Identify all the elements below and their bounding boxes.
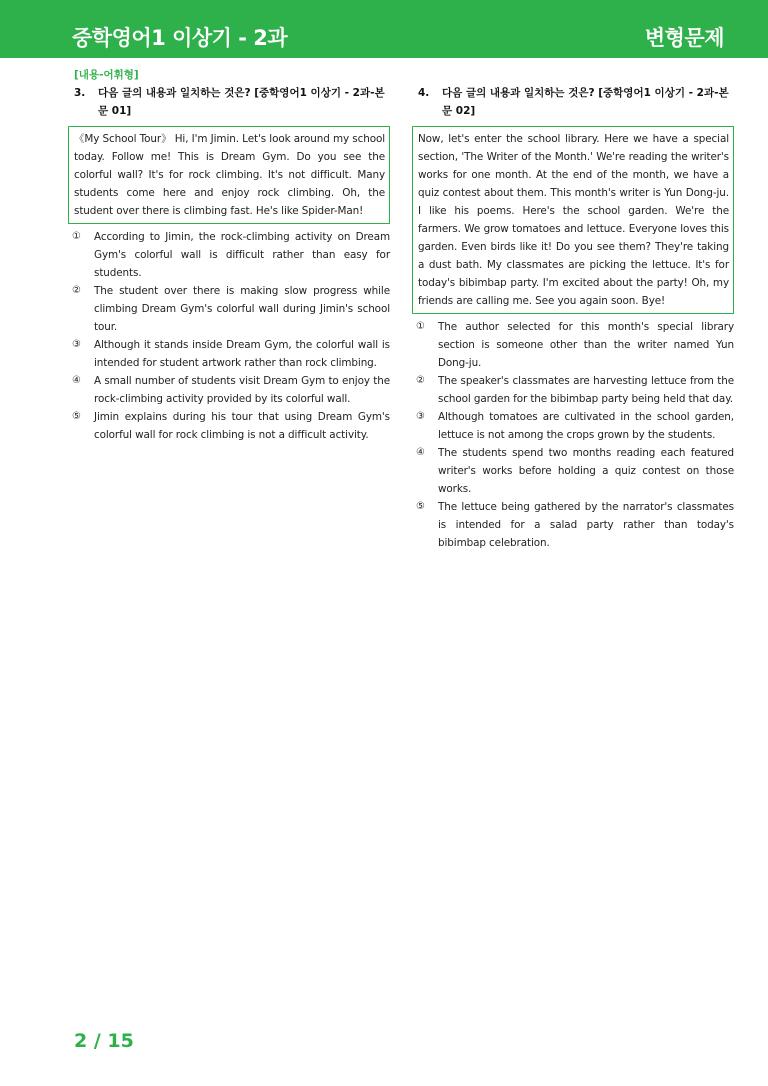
answer-choice[interactable]: [416, 318, 734, 372]
question-number: 3.: [74, 87, 86, 99]
header-title: 중학영어1 이상기 - 2과: [72, 26, 288, 50]
answer-choices: [68, 228, 390, 444]
choice-text: Although tomatoes are cultivated in the school garden, lettuce is not among the crops grown by the students.: [438, 411, 734, 441]
answer-choice[interactable]: [72, 372, 390, 408]
passage-box: Now, let's enter the school library. Here we have a special section, 'The Writer of the Month.' We're reading the writer's works for one month. At the end of the month, we have a quiz contest about them. This month's writer is Yun Dong-ju. I like his poems. Here's the school garden. We're the farmers. We grow tomatoes and lettuce. Everyone loves this garden. Even birds like it! Do you see them? They're taking a dust bath. My classmates are picking the lettuce. It's for today's bibimbap party. I'm excited about the party! Oh, my friends are calling me. See you again soon. Bye!: [412, 126, 734, 314]
choice-mark: ③: [416, 411, 425, 422]
choice-text: Jimin explains during his tour that using Dream Gym's colorful wall for rock climbing is not a difficult activity.: [94, 411, 390, 441]
question-3: [68, 84, 390, 444]
passage-box: 《My School Tour》 Hi, I'm Jimin. Let's look around my school today. Follow me! This is Dream Gym. Do you see the colorful wall? It's for rock climbing. It's not difficult. Many students come here and enjoy rock climbing. Oh, the student over there is climbing fast. He's like Spider-Man!: [68, 126, 390, 224]
choice-mark: ①: [416, 321, 425, 332]
choice-mark: ⑤: [416, 501, 425, 512]
answer-choice[interactable]: [416, 498, 734, 552]
choice-text: The speaker's classmates are harvesting lettuce from the school garden for the bibimbap party being held that day.: [438, 375, 734, 405]
choice-text: The students spend two months reading each featured writer's works before holding a quiz contest on those works.: [438, 447, 734, 495]
answer-choice[interactable]: [72, 228, 390, 282]
choice-mark: ⑤: [72, 411, 81, 422]
choice-text: The student over there is making slow progress while climbing Dream Gym's colorful wall during Jimin's school tour.: [94, 285, 390, 333]
answer-choices: [412, 318, 734, 552]
choice-text: A small number of students visit Dream Gym to enjoy the rock-climbing activity provided by its colorful wall.: [94, 375, 390, 405]
page-header: [0, 0, 768, 58]
question-4: [412, 84, 734, 552]
choice-text: The lettuce being gathered by the narrator's classmates is intended for a salad party rather than today's bibimbap celebration.: [438, 501, 734, 549]
question-prompt: 다음 글의 내용과 일치하는 것은? [중학영어1 이상기 - 2과-본문 01]: [98, 87, 385, 117]
header-section-label: 변형문제: [644, 26, 724, 50]
question-title: [412, 84, 734, 120]
answer-choice[interactable]: [72, 336, 390, 372]
answer-choice[interactable]: [416, 372, 734, 408]
page-number: 2 / 15: [74, 1030, 134, 1052]
question-title: [68, 84, 390, 120]
choice-mark: ③: [72, 339, 81, 350]
choice-mark: ④: [416, 447, 425, 458]
question-number: 4.: [418, 87, 430, 99]
choice-mark: ④: [72, 375, 81, 386]
choice-text: The author selected for this month's special library section is someone other than the writer named Yun Dong-ju.: [438, 321, 734, 369]
question-prompt: 다음 글의 내용과 일치하는 것은? [중학영어1 이상기 - 2과-본문 02]: [442, 87, 729, 117]
answer-choice[interactable]: [416, 408, 734, 444]
answer-choice[interactable]: [416, 444, 734, 498]
question-category: [내용-어휘형]: [74, 69, 139, 81]
choice-mark: ①: [72, 231, 81, 242]
choice-text: Although it stands inside Dream Gym, the colorful wall is intended for student artwork rather than rock climbing.: [94, 339, 390, 369]
choice-text: According to Jimin, the rock-climbing activity on Dream Gym's colorful wall is difficult rather than easy for students.: [94, 231, 390, 279]
answer-choice[interactable]: [72, 282, 390, 336]
choice-mark: ②: [416, 375, 425, 386]
choice-mark: ②: [72, 285, 81, 296]
answer-choice[interactable]: [72, 408, 390, 444]
